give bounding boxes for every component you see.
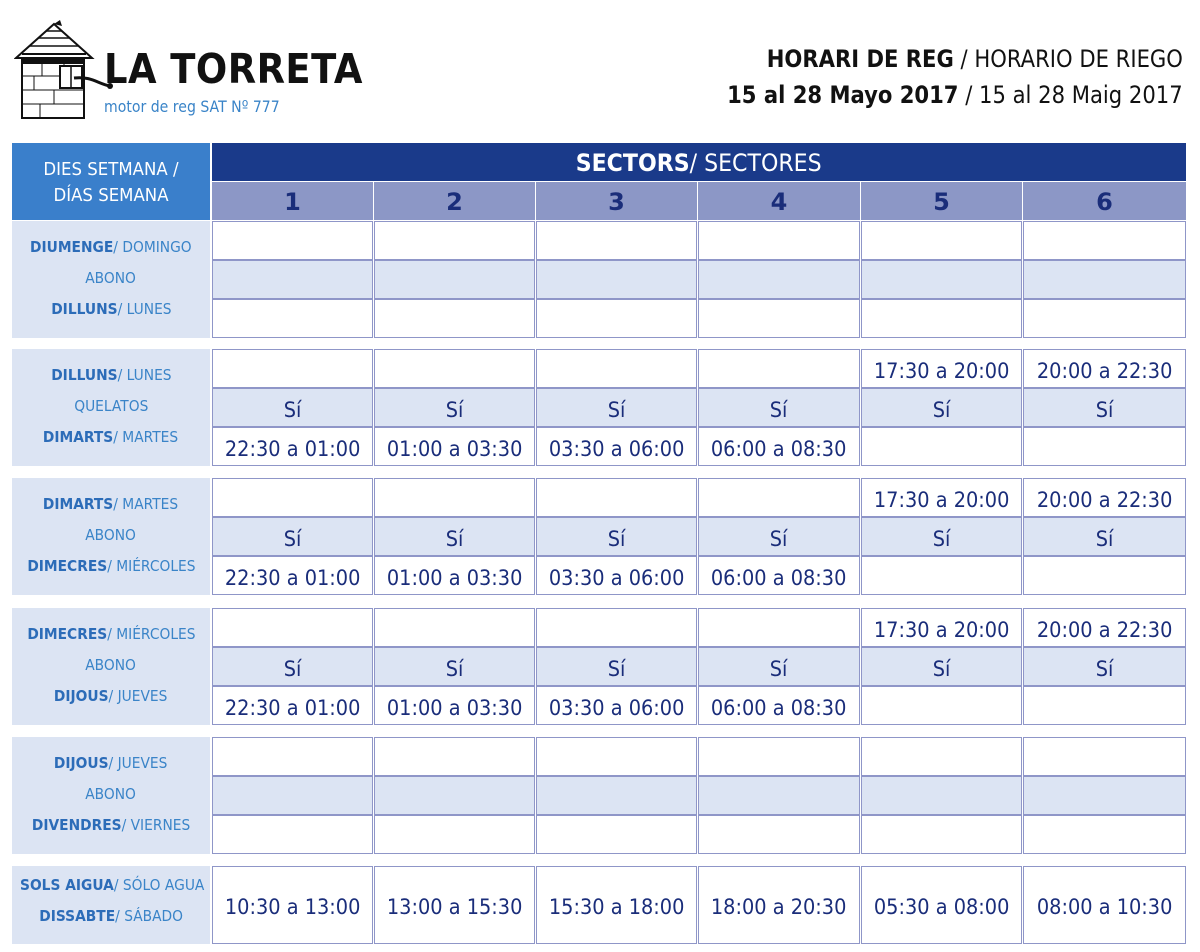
day-label-catalan: DIUMENGE	[30, 238, 114, 256]
schedule-cell	[212, 608, 373, 647]
schedule-cell	[698, 737, 860, 776]
schedule-cell	[1023, 517, 1186, 556]
schedule-cell	[861, 349, 1022, 388]
schedule-cell	[374, 427, 535, 466]
day-label	[12, 907, 210, 925]
schedule-cell	[698, 866, 860, 944]
schedule-cell	[1023, 556, 1186, 595]
sectors-header-spanish: / SECTORES	[689, 149, 822, 177]
sector-column-header-6: 6	[1023, 182, 1186, 220]
schedule-cell	[536, 776, 697, 815]
day-label-text	[39, 907, 183, 925]
schedule-cell	[861, 608, 1022, 647]
day-label-text	[51, 366, 171, 384]
schedule-cell	[698, 221, 860, 260]
schedule-title-spanish: / HORARIO DE RIEGO	[953, 45, 1183, 73]
schedule-cell-value: Sí	[283, 527, 302, 551]
schedule-cell	[374, 815, 535, 854]
schedule-cell	[374, 737, 535, 776]
day-label-catalan: DISSABTE	[39, 907, 115, 925]
day-label	[12, 238, 210, 256]
day-label-spanish: / SÁBADO	[114, 907, 183, 925]
day-label	[12, 526, 210, 544]
schedule-cell-value: Sí	[770, 527, 788, 551]
schedule-cell-value: 05:30 a 08:00	[873, 895, 1010, 919]
schedule-cell	[698, 517, 860, 556]
day-label-catalan: DILLUNS	[50, 366, 118, 384]
schedule-dates-catalan: / 15 al 28 Maig 2017	[958, 81, 1183, 109]
schedule-cell-value: 17:30 a 20:00	[873, 618, 1010, 642]
schedule-cell-value: 18:00 a 20:30	[711, 895, 847, 919]
day-label-text	[27, 625, 195, 643]
schedule-cell	[536, 737, 697, 776]
day-label-text	[86, 526, 137, 544]
day-label	[12, 366, 210, 384]
schedule-cell	[536, 349, 697, 388]
day-label-spanish: ABONO	[85, 526, 137, 544]
day-label	[12, 816, 210, 834]
sector-column-header-3: 3	[536, 182, 697, 220]
schedule-cell	[861, 647, 1022, 686]
schedule-cell	[698, 260, 860, 299]
schedule-cell	[698, 686, 860, 725]
schedule-cell-value: Sí	[770, 398, 788, 422]
schedule-cell	[374, 299, 535, 338]
schedule-cell-value: Sí	[1095, 527, 1114, 551]
schedule-cell-value: 13:00 a 15:30	[386, 895, 523, 919]
day-label	[12, 785, 210, 803]
schedule-cell	[212, 349, 373, 388]
day-label-text	[30, 238, 192, 256]
day-label-spanish: / SÓLO AGUA	[113, 876, 205, 894]
schedule-title	[767, 45, 1183, 73]
schedule-cell	[861, 866, 1022, 944]
schedule-cell	[861, 299, 1022, 338]
day-label-spanish: / LUNES	[117, 300, 172, 318]
schedule-cell	[212, 299, 373, 338]
schedule-cell	[374, 478, 535, 517]
schedule-cell-value: 20:00 a 22:30	[1036, 488, 1173, 512]
schedule-cell	[698, 299, 860, 338]
schedule-cell	[1023, 776, 1186, 815]
schedule-cell	[861, 427, 1022, 466]
schedule-cell-value: 20:00 a 22:30	[1036, 618, 1173, 642]
schedule-cell	[374, 686, 535, 725]
day-label-text	[43, 495, 178, 513]
day-label-catalan: DILLUNS	[50, 300, 118, 318]
schedule-cell	[536, 866, 697, 944]
day-label-spanish: ABONO	[85, 656, 137, 674]
schedule-cell	[861, 221, 1022, 260]
schedule-cell	[698, 388, 860, 427]
day-label-spanish: / DOMINGO	[113, 238, 192, 256]
schedule-cell-value: 06:00 a 08:30	[711, 566, 847, 590]
brand-name: LA TORRETA	[104, 45, 363, 93]
schedule-cell	[861, 815, 1022, 854]
schedule-cell	[1023, 737, 1186, 776]
schedule-cell	[861, 260, 1022, 299]
day-label-spanish: / MIÉRCOLES	[106, 625, 196, 643]
schedule-cell-value: 22:30 a 01:00	[224, 566, 361, 590]
schedule-cell	[1023, 478, 1186, 517]
schedule-cell	[212, 388, 373, 427]
sectors-header-catalan: SECTORS	[576, 149, 690, 177]
schedule-cell-value: 03:30 a 06:00	[548, 566, 685, 590]
schedule-cell	[698, 776, 860, 815]
schedule-cell-value: 03:30 a 06:00	[548, 696, 685, 720]
schedule-cell	[536, 608, 697, 647]
day-label-catalan: DIMARTS	[43, 495, 114, 513]
schedule-cell	[698, 815, 860, 854]
day-label-catalan: DIVENDRES	[31, 816, 122, 834]
schedule-cell-value: 17:30 a 20:00	[873, 488, 1010, 512]
schedule-cell	[1023, 815, 1186, 854]
schedule-cell	[861, 556, 1022, 595]
day-label-text	[86, 269, 137, 287]
day-label-text	[43, 428, 178, 446]
schedule-cell-value: 22:30 a 01:00	[224, 696, 361, 720]
day-label-spanish: / JUEVES	[108, 687, 168, 705]
schedule-cell	[212, 686, 373, 725]
schedule-cell	[212, 776, 373, 815]
day-label-catalan: DIJOUS	[54, 687, 109, 705]
day-label	[12, 397, 210, 415]
day-label-text	[32, 816, 190, 834]
sector-column-header-5: 5	[861, 182, 1022, 220]
schedule-cell-value: 08:00 a 10:30	[1036, 895, 1173, 919]
schedule-dates	[727, 81, 1183, 109]
day-label-catalan: SOLS AIGUA	[20, 876, 114, 894]
schedule-cell	[1023, 349, 1186, 388]
day-label-spanish: / JUEVES	[108, 754, 168, 772]
day-label	[12, 687, 210, 705]
schedule-cell	[212, 556, 373, 595]
day-label-spanish: QUELATOS	[73, 397, 149, 415]
sector-column-header-4: 4	[698, 182, 860, 220]
schedule-cell	[1023, 608, 1186, 647]
schedule-cell-value: Sí	[932, 527, 951, 551]
schedule-cell	[1023, 299, 1186, 338]
day-label-text	[54, 754, 167, 772]
schedule-cell-value: Sí	[445, 657, 464, 681]
sector-column-header-2: 2	[374, 182, 535, 220]
schedule-cell	[212, 478, 373, 517]
day-label-spanish: / LUNES	[117, 366, 172, 384]
schedule-cell-value: 20:00 a 22:30	[1036, 359, 1173, 383]
day-label-spanish: / MARTES	[113, 428, 179, 446]
schedule-cell-value: 03:30 a 06:00	[548, 437, 685, 461]
schedule-dates-spanish: 15 al 28 Mayo 2017	[727, 81, 959, 109]
schedule-cell	[1023, 866, 1186, 944]
day-label-spanish: / MIÉRCOLES	[106, 557, 196, 575]
schedule-cell-value: Sí	[445, 527, 464, 551]
schedule-cell	[698, 556, 860, 595]
schedule-cell	[536, 388, 697, 427]
page-header	[0, 0, 1200, 140]
day-label	[12, 754, 210, 772]
schedule-cell	[374, 608, 535, 647]
schedule-cell-value: 22:30 a 01:00	[224, 437, 361, 461]
day-label-spanish: ABONO	[85, 269, 137, 287]
day-label	[12, 300, 210, 318]
schedule-cell	[861, 686, 1022, 725]
sector-column-header-1: 1	[212, 182, 373, 220]
schedule-cell	[861, 776, 1022, 815]
schedule-cell	[698, 349, 860, 388]
schedule-cell	[374, 221, 535, 260]
schedule-cell	[212, 866, 373, 944]
brand-subtitle: motor de reg SAT Nº 777	[104, 97, 280, 116]
schedule-cell	[374, 556, 535, 595]
day-label	[12, 495, 210, 513]
day-label	[12, 557, 210, 575]
schedule-cell-value: Sí	[607, 527, 626, 551]
sectors-header	[212, 143, 1186, 181]
schedule-cell	[374, 349, 535, 388]
schedule-cell	[212, 647, 373, 686]
schedule-cell	[212, 737, 373, 776]
schedule-cell-value: 06:00 a 08:30	[711, 437, 847, 461]
schedule-cell	[374, 647, 535, 686]
schedule-cell-value: Sí	[445, 398, 464, 422]
schedule-cell	[374, 866, 535, 944]
sectors-header-text	[576, 143, 822, 183]
day-label	[12, 269, 210, 287]
schedule-cell-value: Sí	[932, 398, 951, 422]
day-label-text	[27, 557, 195, 575]
schedule-cell	[212, 221, 373, 260]
schedule-cell	[212, 427, 373, 466]
schedule-cell	[536, 299, 697, 338]
schedule-cell	[212, 815, 373, 854]
schedule-cell	[536, 260, 697, 299]
schedule-cell	[698, 478, 860, 517]
schedule-cell	[861, 478, 1022, 517]
day-label	[12, 876, 210, 894]
schedule-cell	[536, 647, 697, 686]
schedule-cell	[698, 608, 860, 647]
day-label	[12, 656, 210, 674]
tower-logo-icon	[14, 20, 114, 120]
schedule-cell-value: Sí	[932, 657, 951, 681]
schedule-cell-value: 01:00 a 03:30	[386, 437, 523, 461]
schedule-cell-value: 01:00 a 03:30	[386, 566, 523, 590]
day-label-spanish: / VIERNES	[121, 816, 191, 834]
days-header-catalan: DIES SETMANA /	[43, 159, 179, 180]
day-label-catalan: DIMECRES	[26, 625, 107, 643]
schedule-cell-value: 15:30 a 18:00	[548, 895, 685, 919]
schedule-cell	[536, 478, 697, 517]
day-label-text	[54, 687, 167, 705]
day-label-catalan: DIMARTS	[43, 428, 114, 446]
day-label-text	[20, 876, 204, 894]
schedule-cell	[374, 776, 535, 815]
schedule-cell-value: 01:00 a 03:30	[386, 696, 523, 720]
day-label-catalan: DIMECRES	[26, 557, 107, 575]
schedule-cell	[374, 517, 535, 556]
day-label-text	[51, 300, 171, 318]
schedule-cell-value: Sí	[607, 398, 626, 422]
schedule-cell	[1023, 221, 1186, 260]
schedule-cell	[536, 517, 697, 556]
day-label	[12, 428, 210, 446]
schedule-cell	[861, 737, 1022, 776]
schedule-cell	[374, 260, 535, 299]
schedule-cell	[1023, 260, 1186, 299]
schedule-cell-value: Sí	[283, 398, 302, 422]
days-column-header	[12, 143, 210, 220]
schedule-cell	[536, 221, 697, 260]
schedule-cell	[536, 686, 697, 725]
schedule-cell	[861, 388, 1022, 427]
day-label-text	[74, 397, 148, 415]
schedule-cell	[1023, 647, 1186, 686]
day-label-text	[86, 785, 137, 803]
day-label-text	[86, 656, 137, 674]
schedule-cell-value: 10:30 a 13:00	[224, 895, 361, 919]
day-label-catalan: DIJOUS	[54, 754, 109, 772]
schedule-cell-value: Sí	[770, 657, 788, 681]
schedule-cell	[1023, 427, 1186, 466]
schedule-cell	[536, 427, 697, 466]
schedule-cell-value: Sí	[607, 657, 626, 681]
day-label-spanish: ABONO	[85, 785, 137, 803]
schedule-cell	[698, 427, 860, 466]
schedule-cell	[212, 517, 373, 556]
days-header-spanish: DÍAS SEMANA	[53, 185, 169, 206]
schedule-cell-value: Sí	[1095, 657, 1114, 681]
schedule-cell	[1023, 686, 1186, 725]
schedule-cell	[374, 388, 535, 427]
schedule-cell	[536, 556, 697, 595]
schedule-cell-value: Sí	[1095, 398, 1114, 422]
day-label-spanish: / MARTES	[113, 495, 179, 513]
schedule-cell-value: 17:30 a 20:00	[873, 359, 1010, 383]
schedule-cell-value: Sí	[283, 657, 302, 681]
schedule-cell	[1023, 388, 1186, 427]
day-label	[12, 625, 210, 643]
schedule-cell	[861, 517, 1022, 556]
schedule-cell	[698, 647, 860, 686]
schedule-cell	[212, 260, 373, 299]
schedule-cell	[536, 815, 697, 854]
schedule-cell-value: 06:00 a 08:30	[711, 696, 847, 720]
schedule-title-catalan: HORARI DE REG	[766, 45, 954, 73]
